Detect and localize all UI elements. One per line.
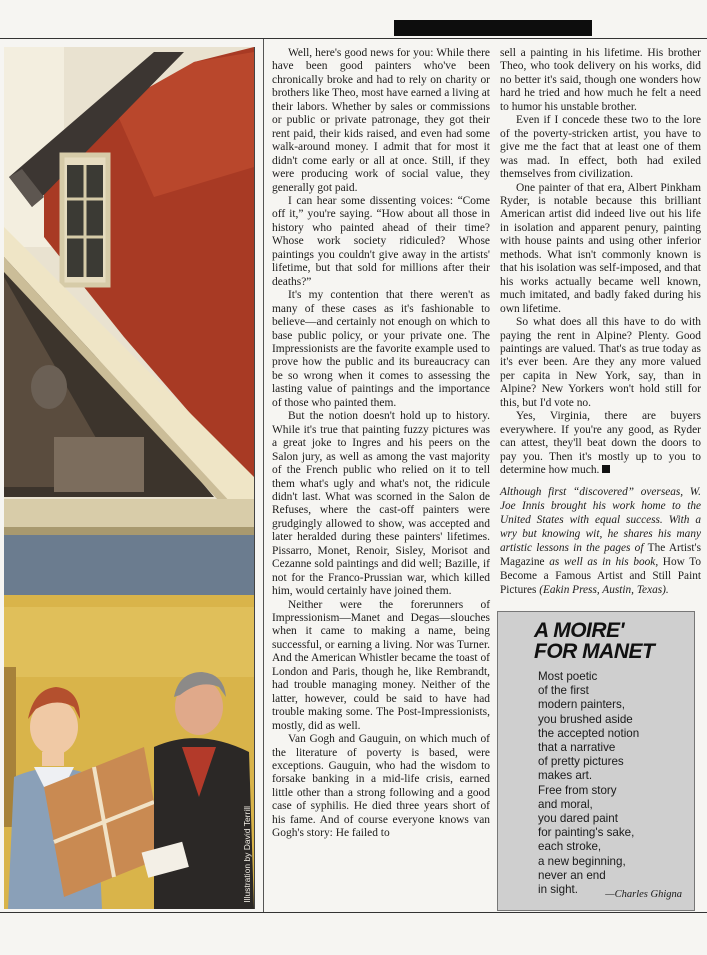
poem-line: you dared paint	[538, 812, 618, 826]
poem-line: of the first	[538, 684, 589, 698]
illustration	[4, 47, 255, 909]
paragraph-continued: sell a painting in his lifetime. His brother Theo, who took delivery on his works, did no better it's said, though one wonders how hard he tried and how much he felt a need to humor his unstable brother.	[500, 47, 701, 113]
poem-line: for painting's sake,	[538, 826, 635, 840]
poem-author: —Charles Ghigna	[605, 889, 682, 900]
poem-line: and moral,	[538, 797, 593, 811]
poem-line: a new beginning,	[538, 854, 626, 868]
paragraph: Well, here's good news for you: While there have been good painters who've been chronically broke and had to rely on charity or brothers like Theo, most have earned a living at their labors. Whether by sales or commissions or public or private patronage, they got their rent paid, their kids raised, and even had some walk-around money. I admit that for most it didn't come early or all at once. Still, if they were producing work of social value, they generally got paid.	[272, 47, 490, 194]
author-bio	[500, 485, 701, 597]
end-mark-icon	[602, 465, 610, 473]
poem-line: that a narrative	[538, 741, 616, 755]
poem-line: in sight.	[538, 883, 578, 897]
poem-line: Free from story	[538, 783, 617, 797]
poem-title-line: FOR MANET	[534, 640, 655, 663]
paragraph-final	[500, 410, 701, 477]
final-text: Yes, Virginia, there are buyers everywhere. If you're any good, as Ryder can attest, they'll beat down the doors to pay you. Then it's mostly up to you to determine how much.	[500, 410, 701, 477]
paragraph: Neither were the forerunners of Impressionism—Manet and Degas—slouches when it came to making a name, being successful, or earning a living. Nor was Turner. And the American Whistler became the toast of London and Paris, though he, like Rembrandt, had trouble managing money. Neither of the latter, however, could be said to have had trouble making some. The Post-Impressionists, mostly, did as well.	[272, 598, 490, 732]
poem-line: of pretty pictures	[538, 755, 624, 769]
bottom-rule	[0, 912, 707, 913]
poem-box	[497, 611, 695, 911]
top-rule	[0, 38, 707, 39]
illustration-credit: Illustration by David Terrill	[242, 806, 252, 903]
article-column-1	[272, 47, 490, 841]
bio-text: as well as in his book,	[544, 555, 663, 568]
bio-magazine: The Artist's Magazine	[500, 541, 701, 568]
paragraph: Van Gogh and Gauguin, on which much of the literature of poverty is based, were exceptions. Gauguin, who had the wisdom to forsake banking in a mid-life crisis, earned little other than a strong following and a good case of syphilis. He died three years short of his fame. And of course everyone knows van Gogh's story: He failed to	[272, 733, 490, 840]
paragraph: It's my contention that there weren't as many of these cases as it's fashionable to believe—and certainly not enough on which to base public policy, or your private one. The Impressionists are the favorite example used to prove how the public and its bureaucracy can be so wrong when it comes to assessing the lasting value of paintings and the importance of those who painted them.	[272, 289, 490, 409]
poem-line: the accepted notion	[538, 726, 640, 740]
paragraph: I can hear some dissenting voices: “Come off it,” you're saying. “How about all those in history who painted ahead of their time? Whose work society ridiculed? Whose paintings you couldn't give away in the artists' lifetime, but that sold for millions after their deaths?”	[272, 194, 490, 288]
poem-line: makes art.	[538, 769, 593, 783]
bio-text: Although first “discovered” overseas, W. Joe Innis brought his work home to the United States with equal success. With a wry but knowing wit, he shares his many artistic lessons in the pages of	[500, 485, 701, 554]
poem-line: you brushed aside	[538, 712, 633, 726]
bio-text: (Eakin Press, Austin, Texas).	[536, 583, 669, 596]
header-bar	[394, 20, 592, 36]
poem-title-line: A MOIRE'	[534, 619, 625, 642]
poem-line: Most poetic	[538, 670, 598, 683]
poem-line: each stroke,	[538, 840, 602, 854]
paragraph: Even if I concede these two to the lore of the poverty-stricken artist, you have to give me the fact that at least one of them was mad. In effect, both had exiled themselves from civilization.	[500, 114, 701, 181]
poem-body	[538, 670, 688, 897]
paragraph: One painter of that era, Albert Pinkham Ryder, is notable because this brilliant American artist did indeed live out his life in isolation and apparent penury, painting with house paints and using other inferior methods. What isn't commonly known is that his isolation was self-imposed, and that his works actually became well known, much imitated, and badly faked during his own lifetime.	[500, 181, 701, 315]
poem-title	[534, 620, 654, 662]
paragraph: So what does all this have to do with paying the rent in Alpine? Plenty. Good paintings are valued. That's as true today as it's ever been. Are they any more valued per capita in New York, say, than in Alpine? New Yorkers won't hold still for this, but I'd vote no.	[500, 316, 701, 409]
article-column-2	[500, 47, 701, 597]
column-divider	[263, 39, 264, 912]
poem-line: modern painters,	[538, 698, 625, 712]
illustration-art	[4, 47, 254, 909]
paragraph: But the notion doesn't hold up to history. While it's true that painting fuzzy pictures was a great joke to Ingres and his peers on the Salon jury, as well as among the vast majority of the French public who relied on it to tell them what's ugly and what's not, the ridicule didn't last. What was scorned in the Salon de Refuses, where the cast-off painters were grudgingly allowed to show, was accepted and later heralded during these painters' lifetimes. Pissarro, Monet, Renoir, Sisley, Morisot and Cezanne sold paintings and did well; Bazille, if not for the Franco-Prussian war, which killed him, would certainly have joined them.	[272, 410, 490, 598]
bio-book-title: How To Become a Famous Artist and Still Paint Pictures	[500, 555, 701, 596]
poem-line: never an end	[538, 868, 606, 882]
